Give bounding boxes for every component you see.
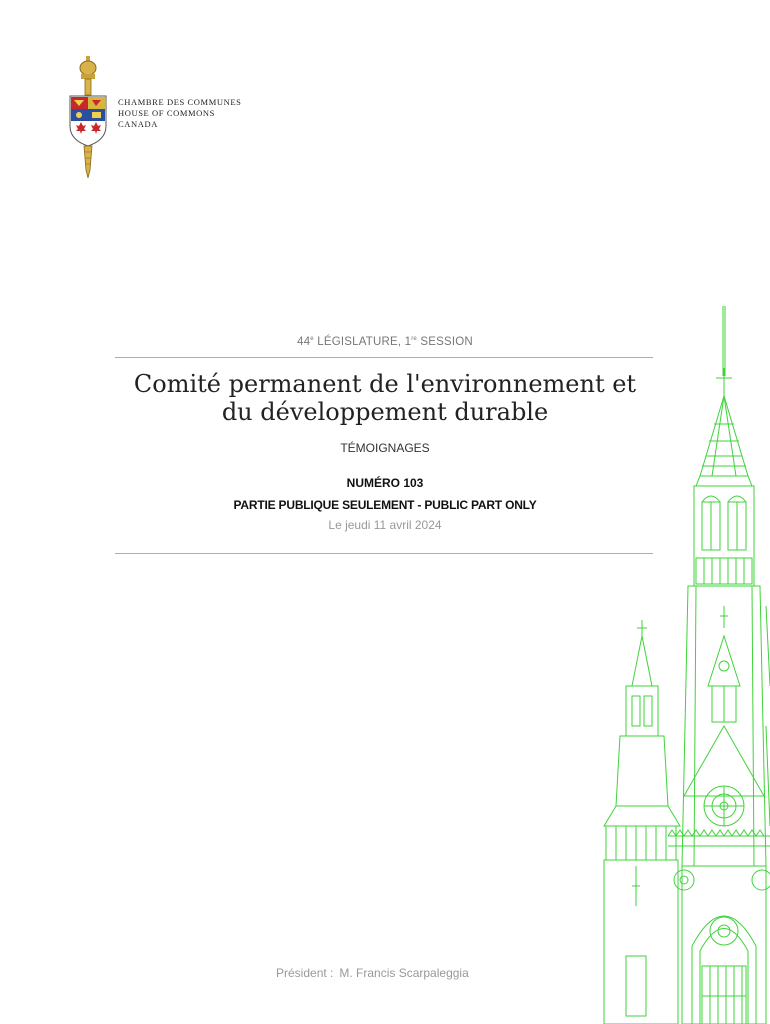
logo-text xyxy=(118,97,241,130)
legislature-number: 44 xyxy=(297,336,311,348)
document-type: TÉMOIGNAGES xyxy=(340,441,430,455)
legislature-word: LÉGISLATURE, xyxy=(313,336,405,348)
top-divider xyxy=(115,357,653,358)
bottom-divider xyxy=(115,553,653,554)
house-of-commons-logo xyxy=(64,56,264,180)
public-part-notice: PARTIE PUBLIQUE SEULEMENT - PUBLIC PART ONLY xyxy=(233,498,537,512)
peace-tower-drawing-icon xyxy=(596,306,770,1024)
legislature-sup: e xyxy=(310,336,314,342)
chair-name: M. Francis Scarpaleggia xyxy=(339,966,469,980)
session-word: SESSION xyxy=(416,336,473,348)
coat-of-arms-icon xyxy=(64,56,114,178)
meeting-number: NUMÉRO 103 xyxy=(346,476,424,490)
meeting-date: Le jeudi 11 avril 2024 xyxy=(328,518,442,532)
logo-line-french: CHAMBRE DES COMMUNES xyxy=(118,97,242,107)
logo-line-canada: CANADA xyxy=(118,119,158,129)
committee-title-line1: Comité permanent de l'environnement et xyxy=(133,370,637,398)
chair-label: Président : xyxy=(276,966,334,980)
logo-line-english: HOUSE OF COMMONS xyxy=(118,108,215,118)
committee-chair xyxy=(276,966,475,980)
session-number: 1 xyxy=(404,336,412,348)
session-sup: re xyxy=(411,336,417,342)
committee-title-line2: du développement durable xyxy=(221,398,549,426)
